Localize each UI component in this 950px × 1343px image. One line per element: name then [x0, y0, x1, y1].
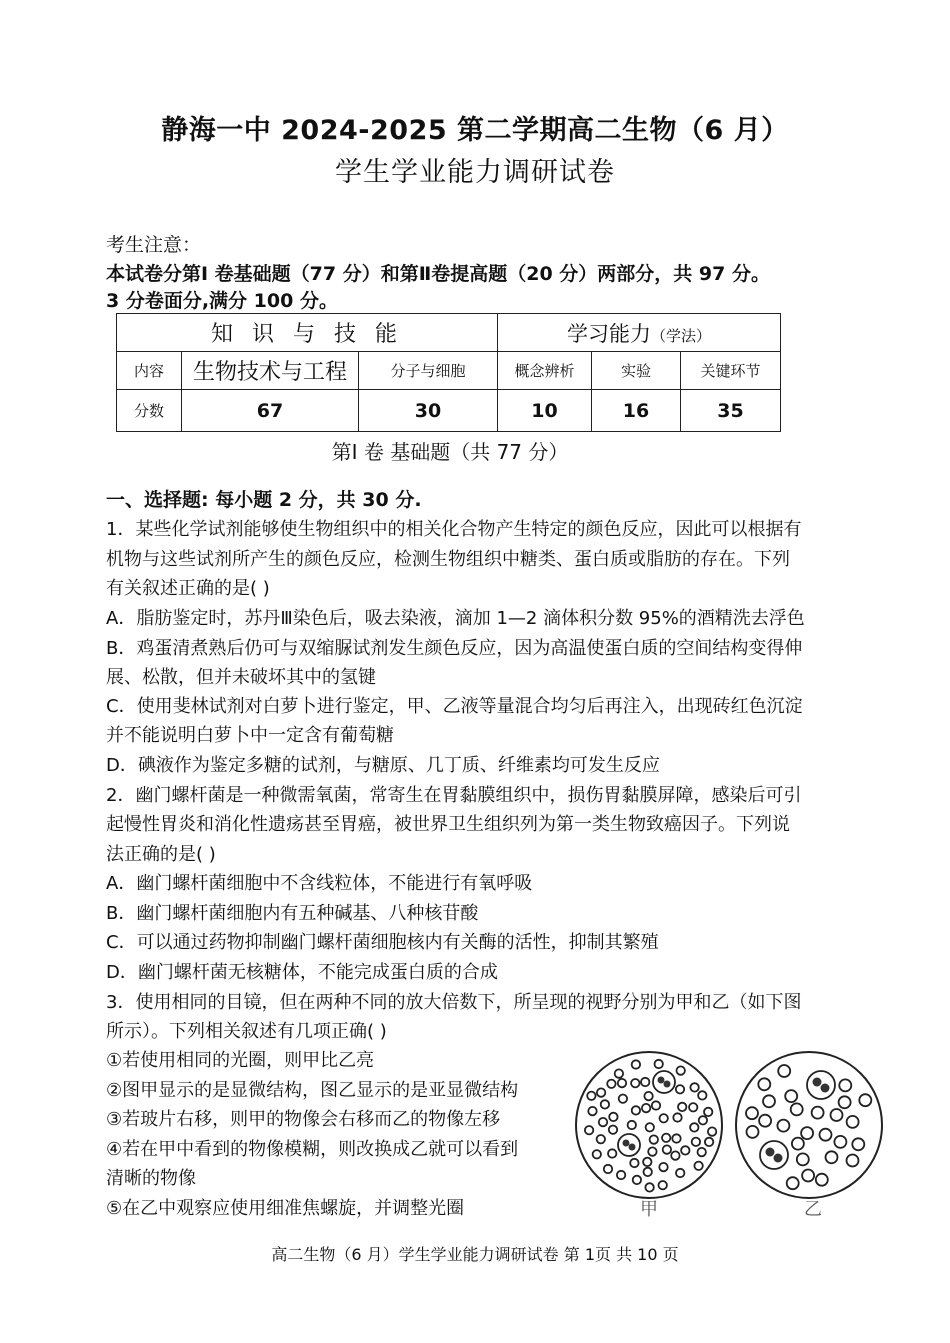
red-cell-icon [630, 1159, 638, 1167]
score-cell: 35 [681, 390, 781, 432]
red-cell-icon [834, 1136, 846, 1148]
red-cell-icon [648, 1147, 656, 1155]
red-cell-icon [660, 1114, 668, 1122]
q2-option-b: B．幽门螺杆菌细胞内有五种碱基、八种核苷酸 [106, 903, 479, 924]
red-cell-icon [759, 1115, 771, 1127]
table-group-ability [498, 314, 781, 352]
red-cell-icon [643, 1158, 651, 1166]
red-cell-icon [826, 1151, 838, 1163]
red-cell-icon [791, 1103, 803, 1115]
red-cell-icon [618, 1079, 626, 1087]
microscope-fields-svg [572, 1047, 887, 1222]
red-cell-icon [631, 1079, 639, 1087]
red-cell-icon [797, 1153, 809, 1165]
red-cell-icon [839, 1079, 851, 1091]
q3-statement-4-cont: 清晰的物像 [106, 1168, 196, 1189]
red-cell-icon [608, 1149, 616, 1157]
red-cell-icon [609, 1113, 617, 1121]
q1-option-b-cont: 展、松散，但并未破坏其中的氢键 [106, 667, 376, 688]
microscope-fields-figure [572, 1047, 887, 1222]
red-cell-icon [585, 1126, 593, 1134]
red-cell-icon [597, 1135, 605, 1143]
q3-stem-line: 3．使用相同的目镜，但在两种不同的放大倍数下，所呈现的视野分别为甲和乙（如下图 [106, 992, 802, 1013]
red-cell-icon [615, 1069, 623, 1077]
q3-statement-4: ④若在甲中看到的物像模糊，则改换成乙就可以看到 [106, 1139, 519, 1160]
red-cell-icon [597, 1088, 605, 1096]
red-cell-icon [699, 1116, 707, 1124]
red-cell-icon [633, 1176, 641, 1184]
col-header: 分子与细胞 [359, 352, 498, 390]
q1-stem-line: 1．某些化学试剂能够使生物组织中的相关化合物产生特定的颜色反应，因此可以根据有 [106, 519, 802, 540]
notice-line1: 本试卷分第Ⅰ 卷基础题（77 分）和第Ⅱ卷提高题（20 分）两部分，共 97 分。 [106, 263, 770, 285]
q1-option-c-cont: 并不能说明白萝卜中一定含有葡萄糖 [106, 725, 394, 746]
row-label-content: 内容 [117, 352, 182, 390]
red-cell-icon [785, 1090, 797, 1102]
red-cell-icon [663, 1145, 671, 1153]
red-cell-icon [705, 1138, 713, 1146]
red-cell-icon [588, 1107, 596, 1115]
q3-statement-2: ②图甲显示的是显微结构，图乙显示的是亚显微结构 [106, 1080, 519, 1101]
red-cell-icon [690, 1123, 698, 1131]
red-cell-icon [801, 1127, 813, 1139]
red-cell-icon [662, 1134, 670, 1142]
red-cell-icon [650, 1135, 658, 1143]
red-cell-icon [694, 1162, 702, 1170]
q2-stem-line: 法正确的是( ) [106, 844, 216, 865]
red-cell-icon [587, 1092, 595, 1100]
red-cell-icon [659, 1181, 667, 1189]
field-jia [576, 1052, 722, 1198]
red-cell-icon [690, 1083, 698, 1091]
red-cell-icon [859, 1094, 871, 1106]
red-cell-icon [619, 1095, 627, 1103]
q3-statement-3: ③若玻片右移，则甲的物像会右移而乙的物像左移 [106, 1109, 501, 1130]
red-cell-icon [646, 1123, 654, 1131]
col-header: 概念辨析 [498, 352, 592, 390]
red-cell-icon [632, 1060, 640, 1068]
red-cell-icon [677, 1066, 685, 1074]
score-cell: 10 [498, 390, 592, 432]
q2-stem-line: 2．幽门螺杆菌是一种微需氧菌，常寄生在胃黏膜组织中，损伤胃黏膜屏障，感染后可引 [106, 785, 802, 806]
notice-heading: 考生注意： [106, 234, 202, 256]
red-cell-icon [681, 1146, 689, 1154]
red-cell-icon [676, 1085, 684, 1093]
red-cell-icon [604, 1165, 612, 1173]
white-cell-icon [618, 1134, 640, 1156]
exam-title-line2: 学生学业能力调研试卷 [335, 157, 615, 188]
q3-statement-1: ①若使用相同的光圈，则甲比乙亮 [106, 1050, 375, 1071]
red-cell-icon [708, 1127, 716, 1135]
red-cell-icon [763, 1095, 775, 1107]
red-cell-icon [847, 1155, 859, 1167]
red-cell-icon [787, 1177, 799, 1189]
red-cell-icon [645, 1183, 653, 1191]
q1-option-b: B．鸡蛋清煮熟后仍可与双缩脲试剂发生颜色反应，因为高温使蛋白质的空间结构变得伸 [106, 638, 803, 659]
field-yi [736, 1052, 882, 1198]
red-cell-icon [673, 1113, 681, 1121]
q3-stem-line: 所示）。下列相关叙述有几项正确( ) [106, 1021, 387, 1042]
red-cell-icon [641, 1078, 649, 1086]
q2-option-c: C．可以通过药物抑制幽门螺杆菌细胞核内有关酶的活性，抑制其繁殖 [106, 932, 659, 953]
red-cell-icon [692, 1138, 700, 1146]
red-cell-icon [593, 1150, 601, 1158]
figure-label-jia: 甲 [640, 1199, 658, 1220]
red-cell-icon [655, 1060, 663, 1068]
red-cell-icon [609, 1126, 617, 1134]
red-cell-icon [617, 1171, 625, 1179]
red-cell-icon [642, 1104, 650, 1112]
red-cell-icon [792, 1138, 804, 1150]
red-cell-icon [644, 1168, 652, 1176]
q1-stem-line: 有关叙述正确的是( ) [106, 578, 270, 599]
q1-stem-line: 机物与这些试剂所产生的颜色反应，检测生物组织中糖类、蛋白质或脂肪的存在。下列 [106, 549, 790, 570]
red-cell-icon [758, 1078, 770, 1090]
red-cell-icon [847, 1116, 859, 1128]
red-cell-icon [746, 1107, 758, 1119]
section1-title: 第Ⅰ 卷 基础题（共 77 分） [331, 440, 569, 464]
part1-heading: 一、选择题: 每小题 2 分，共 30 分. [106, 489, 422, 511]
row-label-score: 分数 [117, 390, 182, 432]
exam-title-line1: 静海一中 2024-2025 第二学期高二生物（6 月） [161, 115, 789, 146]
notice-line2: 3 分卷面分,满分 100 分。 [106, 290, 338, 312]
page-footer: 高二生物（6 月）学生学业能力调研试卷 第 1页 共 10 页 [271, 1245, 679, 1264]
red-cell-icon [659, 1163, 667, 1171]
red-cell-icon [747, 1126, 759, 1138]
red-cell-icon [802, 1170, 814, 1182]
red-cell-icon [777, 1120, 789, 1132]
red-cell-icon [628, 1121, 636, 1129]
red-cell-icon [812, 1107, 824, 1119]
col-header: 生物技术与工程 [182, 352, 359, 390]
red-cell-icon [676, 1169, 684, 1177]
score-table [116, 313, 781, 432]
red-cell-icon [607, 1080, 615, 1088]
q1-option-c: C．使用斐林试剂对白萝卜进行鉴定，甲、乙液等量混合均匀后再注入，出现砖红色沉淀 [106, 696, 803, 717]
q2-option-d: D．幽门螺杆菌无核糖体，不能完成蛋白质的合成 [106, 962, 498, 983]
q1-option-d: D．碘液作为鉴定多糖的试剂，与糖原、几丁质、纤维素均可发生反应 [106, 755, 660, 776]
score-cell: 16 [592, 390, 681, 432]
red-cell-icon [820, 1129, 832, 1141]
red-cell-icon [839, 1096, 851, 1108]
q1-option-a: A．脂肪鉴定时，苏丹Ⅲ染色后，吸去染液，滴加 1—2 滴体积分数 95%的酒精洗去浮色 [106, 608, 805, 629]
red-cell-icon [601, 1100, 609, 1108]
table-group-knowledge: 知 识 与 技 能 [117, 314, 498, 352]
red-cell-icon [852, 1138, 864, 1150]
table-group-ability-note: （学法） [650, 326, 711, 345]
table-group-ability-label: 学习能力 [566, 321, 651, 346]
red-cell-icon [778, 1065, 790, 1077]
score-cell: 67 [182, 390, 359, 432]
red-cell-icon [671, 1151, 679, 1159]
score-cell: 30 [359, 390, 498, 432]
white-cell-icon [807, 1071, 835, 1099]
red-cell-icon [632, 1106, 640, 1114]
q2-option-a: A．幽门螺杆菌细胞中不含线粒体，不能进行有氧呼吸 [106, 873, 533, 894]
col-header: 关键环节 [681, 352, 781, 390]
q2-stem-line: 起慢性胃炎和消化性遗疡甚至胃癌，被世界卫生组织列为第一类生物致癌因子。下列说 [106, 814, 790, 835]
red-cell-icon [644, 1092, 652, 1100]
red-cell-icon [698, 1091, 706, 1099]
white-cell-icon [760, 1141, 788, 1169]
red-cell-icon [599, 1118, 607, 1126]
white-cell-icon [653, 1071, 675, 1093]
col-header: 实验 [592, 352, 681, 390]
red-cell-icon [831, 1109, 843, 1121]
red-cell-icon [689, 1103, 697, 1111]
figure-label-yi: 乙 [804, 1199, 822, 1220]
red-cell-icon [704, 1108, 712, 1116]
red-cell-icon [678, 1103, 686, 1111]
red-cell-icon [672, 1134, 680, 1142]
q3-statement-5: ⑤在乙中观察应使用细准焦螺旋，并调整光圈 [106, 1198, 465, 1219]
red-cell-icon [816, 1174, 828, 1186]
red-cell-icon [652, 1101, 660, 1109]
red-cell-icon [698, 1148, 706, 1156]
